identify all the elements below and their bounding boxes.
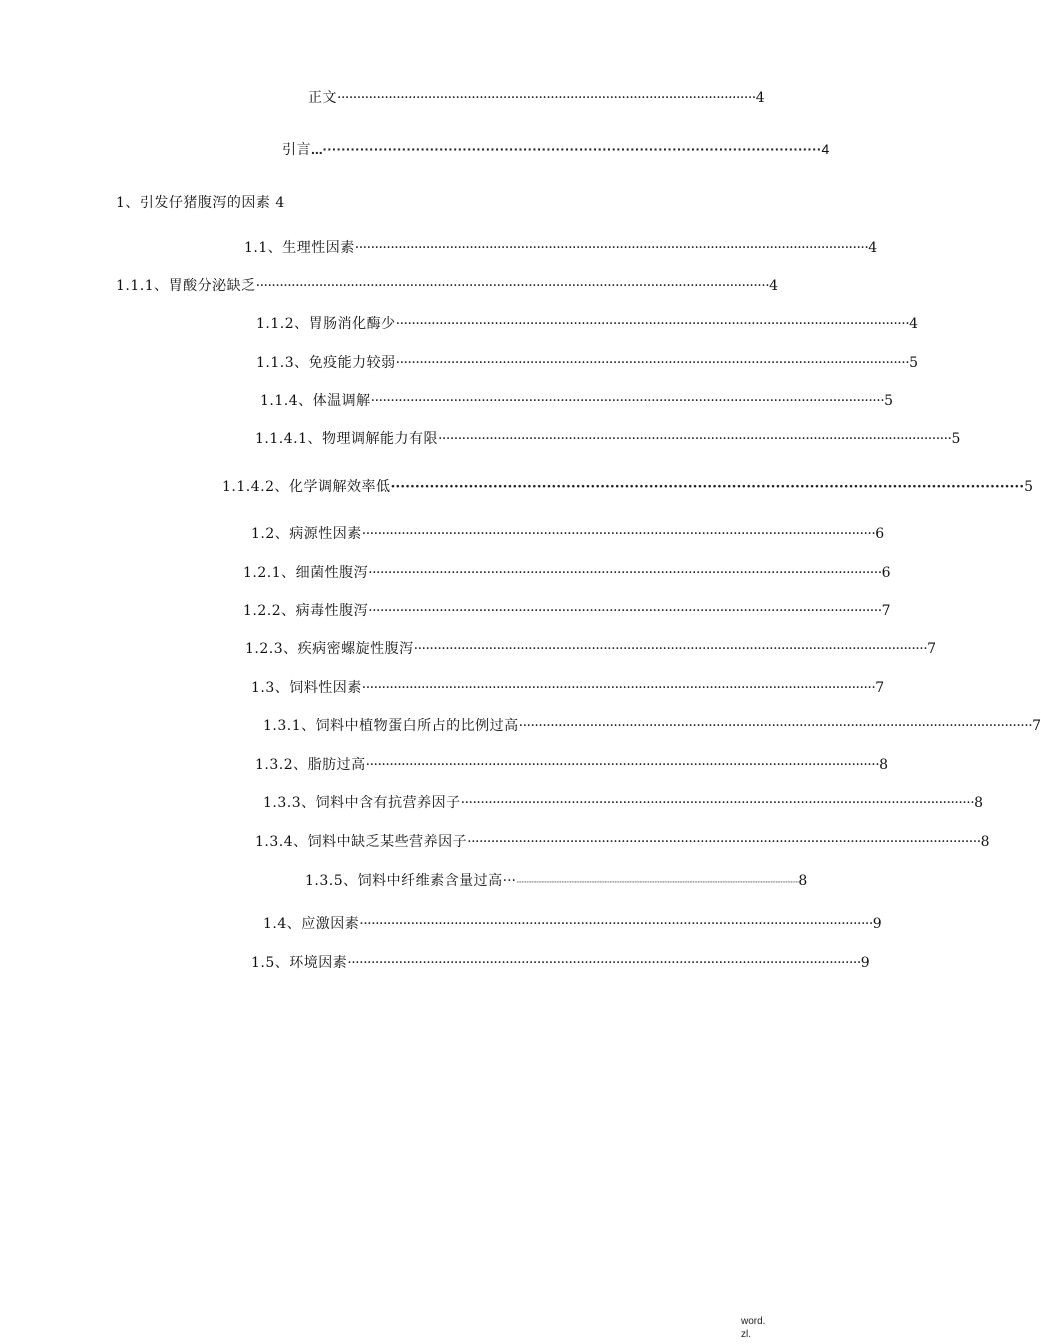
- toc-entry[interactable]: [256, 314, 919, 334]
- toc-entry-label: 1、引发仔猪腹泻的因素 4: [116, 195, 285, 211]
- toc-entry-label: 1.3、饲料性因素: [251, 680, 362, 696]
- toc-entry-label: 1.4、应激因素: [263, 916, 360, 932]
- toc-leader-dots: ··································································································································: [361, 526, 876, 542]
- toc-leader-dots: ··································································································································: [370, 393, 885, 409]
- toc-entry[interactable]: [256, 353, 919, 373]
- toc-entry[interactable]: [308, 88, 765, 108]
- toc-page-number: 4: [909, 316, 919, 332]
- toc-entry[interactable]: [222, 477, 1034, 497]
- toc-leader-dots: ··································································································································: [390, 479, 1025, 495]
- toc-page-number: 4: [868, 240, 878, 256]
- footer-line: zl.: [741, 1329, 751, 1340]
- toc-page-number: 5: [1024, 479, 1034, 495]
- toc-entry[interactable]: [282, 139, 830, 159]
- toc-leader-dots: ··································································································································: [413, 641, 928, 657]
- toc-entry-label: 1.2.3、疾病密螺旋性腹泻: [245, 641, 414, 657]
- toc-entry-label: 1.1.4.1、物理调解能力有限: [255, 431, 438, 447]
- toc-entry-label: 1.2.1、细菌性腹泻: [243, 565, 369, 581]
- toc-entry[interactable]: [251, 953, 870, 973]
- toc-entry-label: 1.5、环境因素: [251, 955, 348, 971]
- toc-leader-dots: ··································································································································: [255, 278, 770, 294]
- toc-entry[interactable]: [263, 914, 882, 934]
- toc-entry[interactable]: [260, 391, 894, 411]
- toc-entry-label: 1.3.3、饲料中含有抗营养因子: [263, 795, 461, 811]
- toc-leader-dots: ...···········································································································: [311, 141, 822, 157]
- toc-page-number: 8: [974, 795, 984, 811]
- toc-leader-dots: ··································································································································: [365, 757, 880, 773]
- toc-leader-dots: ··········································································································································································: [515, 878, 799, 888]
- toc-page-number: 9: [860, 955, 870, 971]
- toc-entry[interactable]: [251, 524, 885, 544]
- toc-page-number: 5: [884, 393, 894, 409]
- toc-entry[interactable]: [263, 716, 1041, 736]
- toc-page-number: 7: [927, 641, 937, 657]
- toc-entry[interactable]: [255, 755, 889, 775]
- footer-line: word.: [741, 1316, 766, 1327]
- toc-entry-label: 正文: [308, 90, 337, 106]
- toc-entry[interactable]: [245, 639, 937, 659]
- toc-entry[interactable]: [263, 793, 984, 813]
- toc-entry[interactable]: [305, 871, 808, 893]
- toc-page-number: 6: [881, 565, 891, 581]
- page-footer: [741, 1315, 765, 1341]
- toc-leader-dots: ··································································································································: [368, 565, 882, 581]
- toc-entry-label: 1.1.2、胃肠消化酶少: [256, 316, 396, 332]
- toc-entry-label: 1.1.3、免疫能力较弱: [256, 355, 396, 371]
- toc-page-number: 8: [980, 834, 990, 850]
- toc-entry-label: 引言: [282, 141, 311, 157]
- toc-leader-dots: ··································································································································: [437, 431, 952, 447]
- toc-page-number: 7: [1032, 718, 1041, 734]
- toc-page-number: 4: [755, 90, 765, 106]
- toc-leader-dots: ··································································································································: [460, 795, 975, 811]
- toc-entry[interactable]: [116, 276, 779, 296]
- toc-page-number: 5: [909, 355, 919, 371]
- toc-entry-label: 1.1、生理性因素: [244, 240, 355, 256]
- toc-entry-label: 1.3.2、脂肪过高: [255, 757, 366, 773]
- toc-leader-dots: ··········································································································: [337, 90, 756, 106]
- toc-entry-label: 1.1.4、体温调解: [260, 393, 371, 409]
- toc-leader-dots: ··································································································································: [361, 680, 876, 696]
- toc-leader-dots: ··································································································································: [395, 355, 910, 371]
- toc-entry[interactable]: [116, 193, 285, 213]
- toc-entry-label: 1.2.2、病毒性腹泻: [243, 603, 369, 619]
- toc-page-number: 4: [821, 141, 830, 157]
- toc-leader-dots: ··································································································································: [467, 834, 981, 850]
- toc-entry-label: 1.1.1、胃酸分泌缺乏: [116, 278, 256, 294]
- toc-page-number: 5: [951, 431, 961, 447]
- toc-page-number: 8: [798, 873, 808, 889]
- toc-entry-label: 1.3.1、饲料中植物蛋白所占的比例过高: [263, 718, 519, 734]
- toc-leader-dots: ···: [502, 873, 516, 889]
- toc-entry[interactable]: [255, 832, 990, 852]
- toc-page-number: 7: [881, 603, 891, 619]
- toc-leader-dots: ··································································································································: [354, 240, 869, 256]
- toc-leader-dots: ··································································································································: [359, 916, 873, 932]
- toc-entry-label: 1.2、病源性因素: [251, 526, 362, 542]
- toc-entry[interactable]: [255, 429, 961, 449]
- toc-page-number: 4: [769, 278, 779, 294]
- toc-leader-dots: ··································································································································: [347, 955, 861, 971]
- toc-entry-label: 1.3.5、饲料中纤维素含量过高: [305, 873, 503, 889]
- toc-entry[interactable]: [243, 601, 891, 621]
- toc-entry[interactable]: [244, 238, 878, 258]
- toc-entry[interactable]: [251, 678, 885, 698]
- toc-page-number: 6: [875, 526, 885, 542]
- toc-leader-dots: ··································································································································: [518, 718, 1033, 734]
- toc-entry-label: 1.1.4.2、化学调解效率低: [222, 479, 391, 495]
- toc-page-number: 7: [875, 680, 885, 696]
- toc-page-number: 9: [872, 916, 882, 932]
- toc-leader-dots: ··································································································································: [368, 603, 882, 619]
- toc-entry[interactable]: [243, 563, 891, 583]
- toc-page-number: 8: [879, 757, 889, 773]
- toc-entry-label: 1.3.4、饲料中缺乏某些营养因子: [255, 834, 468, 850]
- toc-leader-dots: ··································································································································: [395, 316, 910, 332]
